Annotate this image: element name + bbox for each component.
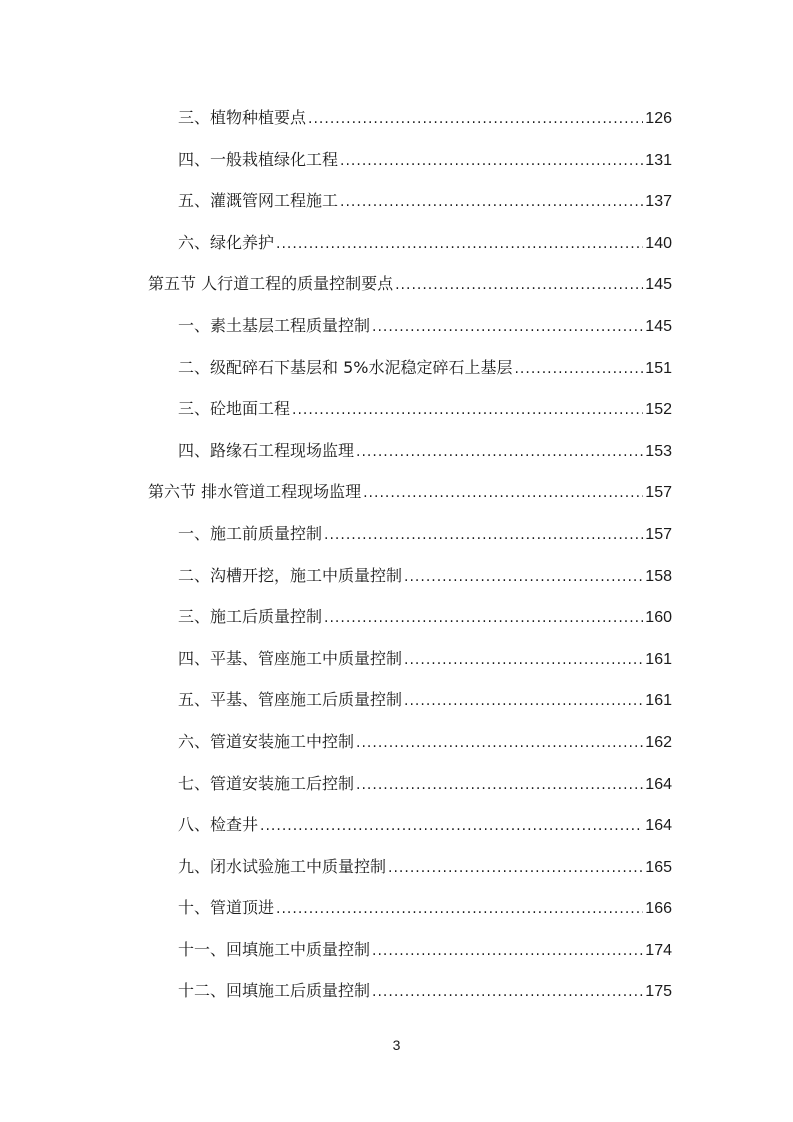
toc-dot-leader bbox=[276, 889, 643, 931]
toc-entry[interactable] bbox=[148, 305, 672, 347]
toc-entry[interactable] bbox=[148, 180, 672, 222]
toc-dot-leader bbox=[324, 598, 643, 640]
toc-dot-leader bbox=[404, 557, 643, 599]
toc-entry-page: 161 bbox=[645, 650, 672, 668]
toc-dot-leader bbox=[356, 432, 643, 474]
toc-entry-page: 157 bbox=[645, 484, 672, 502]
toc-dot-leader bbox=[388, 848, 643, 890]
toc-entry[interactable] bbox=[148, 555, 672, 597]
toc-entry-page: 158 bbox=[645, 567, 672, 585]
toc-entry-page: 145 bbox=[645, 317, 672, 335]
toc-entry-title: 十、管道顶进 bbox=[178, 898, 275, 918]
toc-entry-page: 162 bbox=[645, 733, 672, 751]
toc-entry-title: 三、砼地面工程 bbox=[178, 399, 291, 419]
toc-entry-page: 165 bbox=[645, 858, 672, 876]
toc-entry-page: 153 bbox=[645, 442, 672, 460]
toc-entry-page: 157 bbox=[645, 525, 672, 543]
toc-entry-page: 160 bbox=[645, 609, 672, 627]
toc-entry[interactable] bbox=[148, 638, 672, 680]
toc-entry-page: 140 bbox=[645, 234, 672, 252]
toc-dot-leader bbox=[292, 390, 643, 432]
toc-entry-title: 十一、回填施工中质量控制 bbox=[178, 939, 371, 959]
toc-entry-title: 二、沟槽开挖，施工中质量控制 bbox=[178, 565, 403, 585]
toc-entry-page: 174 bbox=[645, 941, 672, 959]
toc-entry-title: 一、素土基层工程质量控制 bbox=[178, 315, 371, 335]
toc-entry-title: 四、平基、管座施工中质量控制 bbox=[178, 648, 403, 668]
toc-entry-page: 175 bbox=[645, 983, 672, 1001]
toc-entry-page: 152 bbox=[645, 401, 672, 419]
toc-dot-leader bbox=[260, 806, 643, 848]
toc-section-entry[interactable] bbox=[148, 263, 672, 305]
toc-entry-title: 十二、回填施工后质量控制 bbox=[178, 981, 371, 1001]
toc-entry[interactable] bbox=[148, 721, 672, 763]
toc-entry-page: 161 bbox=[645, 692, 672, 710]
toc-entry-title: 第六节 排水管道工程现场监理 bbox=[148, 482, 362, 502]
toc-entry-title: 四、一般栽植绿化工程 bbox=[178, 149, 339, 169]
toc-entry-page: 164 bbox=[645, 817, 672, 835]
toc-dot-leader bbox=[395, 265, 643, 307]
toc-entry-page: 151 bbox=[645, 359, 672, 377]
toc-entry[interactable] bbox=[148, 97, 672, 139]
toc-dot-leader bbox=[340, 182, 643, 224]
toc-entry-title: 二、级配碎石下基层和 5%水泥稳定碎石上基层 bbox=[178, 357, 513, 377]
toc-entry-page: 137 bbox=[645, 193, 672, 211]
toc-entry-title: 五、灌溉管网工程施工 bbox=[178, 191, 339, 211]
toc-entry[interactable] bbox=[148, 222, 672, 264]
toc-entry[interactable] bbox=[148, 679, 672, 721]
toc-entry[interactable] bbox=[148, 139, 672, 181]
toc-dot-leader bbox=[356, 723, 643, 765]
toc-entry-title: 八、检查井 bbox=[178, 815, 259, 835]
toc-entry[interactable] bbox=[148, 430, 672, 472]
toc-entry[interactable] bbox=[148, 846, 672, 888]
toc-entry-page: 166 bbox=[645, 900, 672, 918]
toc-entry-title: 四、路缘石工程现场监理 bbox=[178, 440, 355, 460]
toc-dot-leader bbox=[372, 931, 643, 973]
toc-dot-leader bbox=[276, 224, 643, 266]
toc-entry[interactable] bbox=[148, 887, 672, 929]
toc-entry-page: 126 bbox=[645, 110, 672, 127]
toc-entry[interactable] bbox=[148, 513, 672, 555]
toc-entry[interactable] bbox=[148, 763, 672, 805]
toc-entry[interactable] bbox=[148, 804, 672, 846]
toc-entry-title: 一、施工前质量控制 bbox=[178, 523, 323, 543]
toc-entry-title: 七、管道安装施工后控制 bbox=[178, 773, 355, 793]
toc-entry-title: 九、闭水试验施工中质量控制 bbox=[178, 856, 387, 876]
toc-entry-page: 145 bbox=[645, 276, 672, 294]
toc-dot-leader bbox=[404, 640, 643, 682]
toc-entry-title: 第五节 人行道工程的质量控制要点 bbox=[148, 274, 394, 294]
toc-dot-leader bbox=[514, 349, 643, 391]
page-number: 3 bbox=[392, 1037, 401, 1053]
toc-entry-title: 六、管道安装施工中控制 bbox=[178, 731, 355, 751]
toc-entry-title: 五、平基、管座施工后质量控制 bbox=[178, 690, 403, 710]
toc-entry[interactable] bbox=[148, 929, 672, 971]
toc-section-entry[interactable] bbox=[148, 471, 672, 513]
toc-entry[interactable] bbox=[148, 347, 672, 389]
toc-entry[interactable] bbox=[148, 388, 672, 430]
toc-dot-leader bbox=[372, 307, 643, 349]
toc-dot-leader bbox=[363, 473, 643, 515]
toc-entry-title: 三、植物种植要点 bbox=[178, 108, 307, 127]
toc-entry-page: 164 bbox=[645, 775, 672, 793]
toc-entry[interactable] bbox=[148, 970, 672, 1012]
toc-dot-leader bbox=[340, 141, 643, 183]
toc-dot-leader bbox=[308, 99, 643, 141]
toc-entry[interactable] bbox=[148, 596, 672, 638]
toc-entry-page: 131 bbox=[645, 151, 672, 169]
toc-dot-leader bbox=[324, 515, 643, 557]
toc-entry-title: 六、绿化养护 bbox=[178, 232, 275, 252]
toc-dot-leader bbox=[372, 972, 643, 1014]
table-of-contents bbox=[148, 97, 672, 1012]
toc-dot-leader bbox=[404, 681, 643, 723]
toc-entry-title: 三、施工后质量控制 bbox=[178, 607, 323, 627]
toc-dot-leader bbox=[356, 765, 643, 807]
